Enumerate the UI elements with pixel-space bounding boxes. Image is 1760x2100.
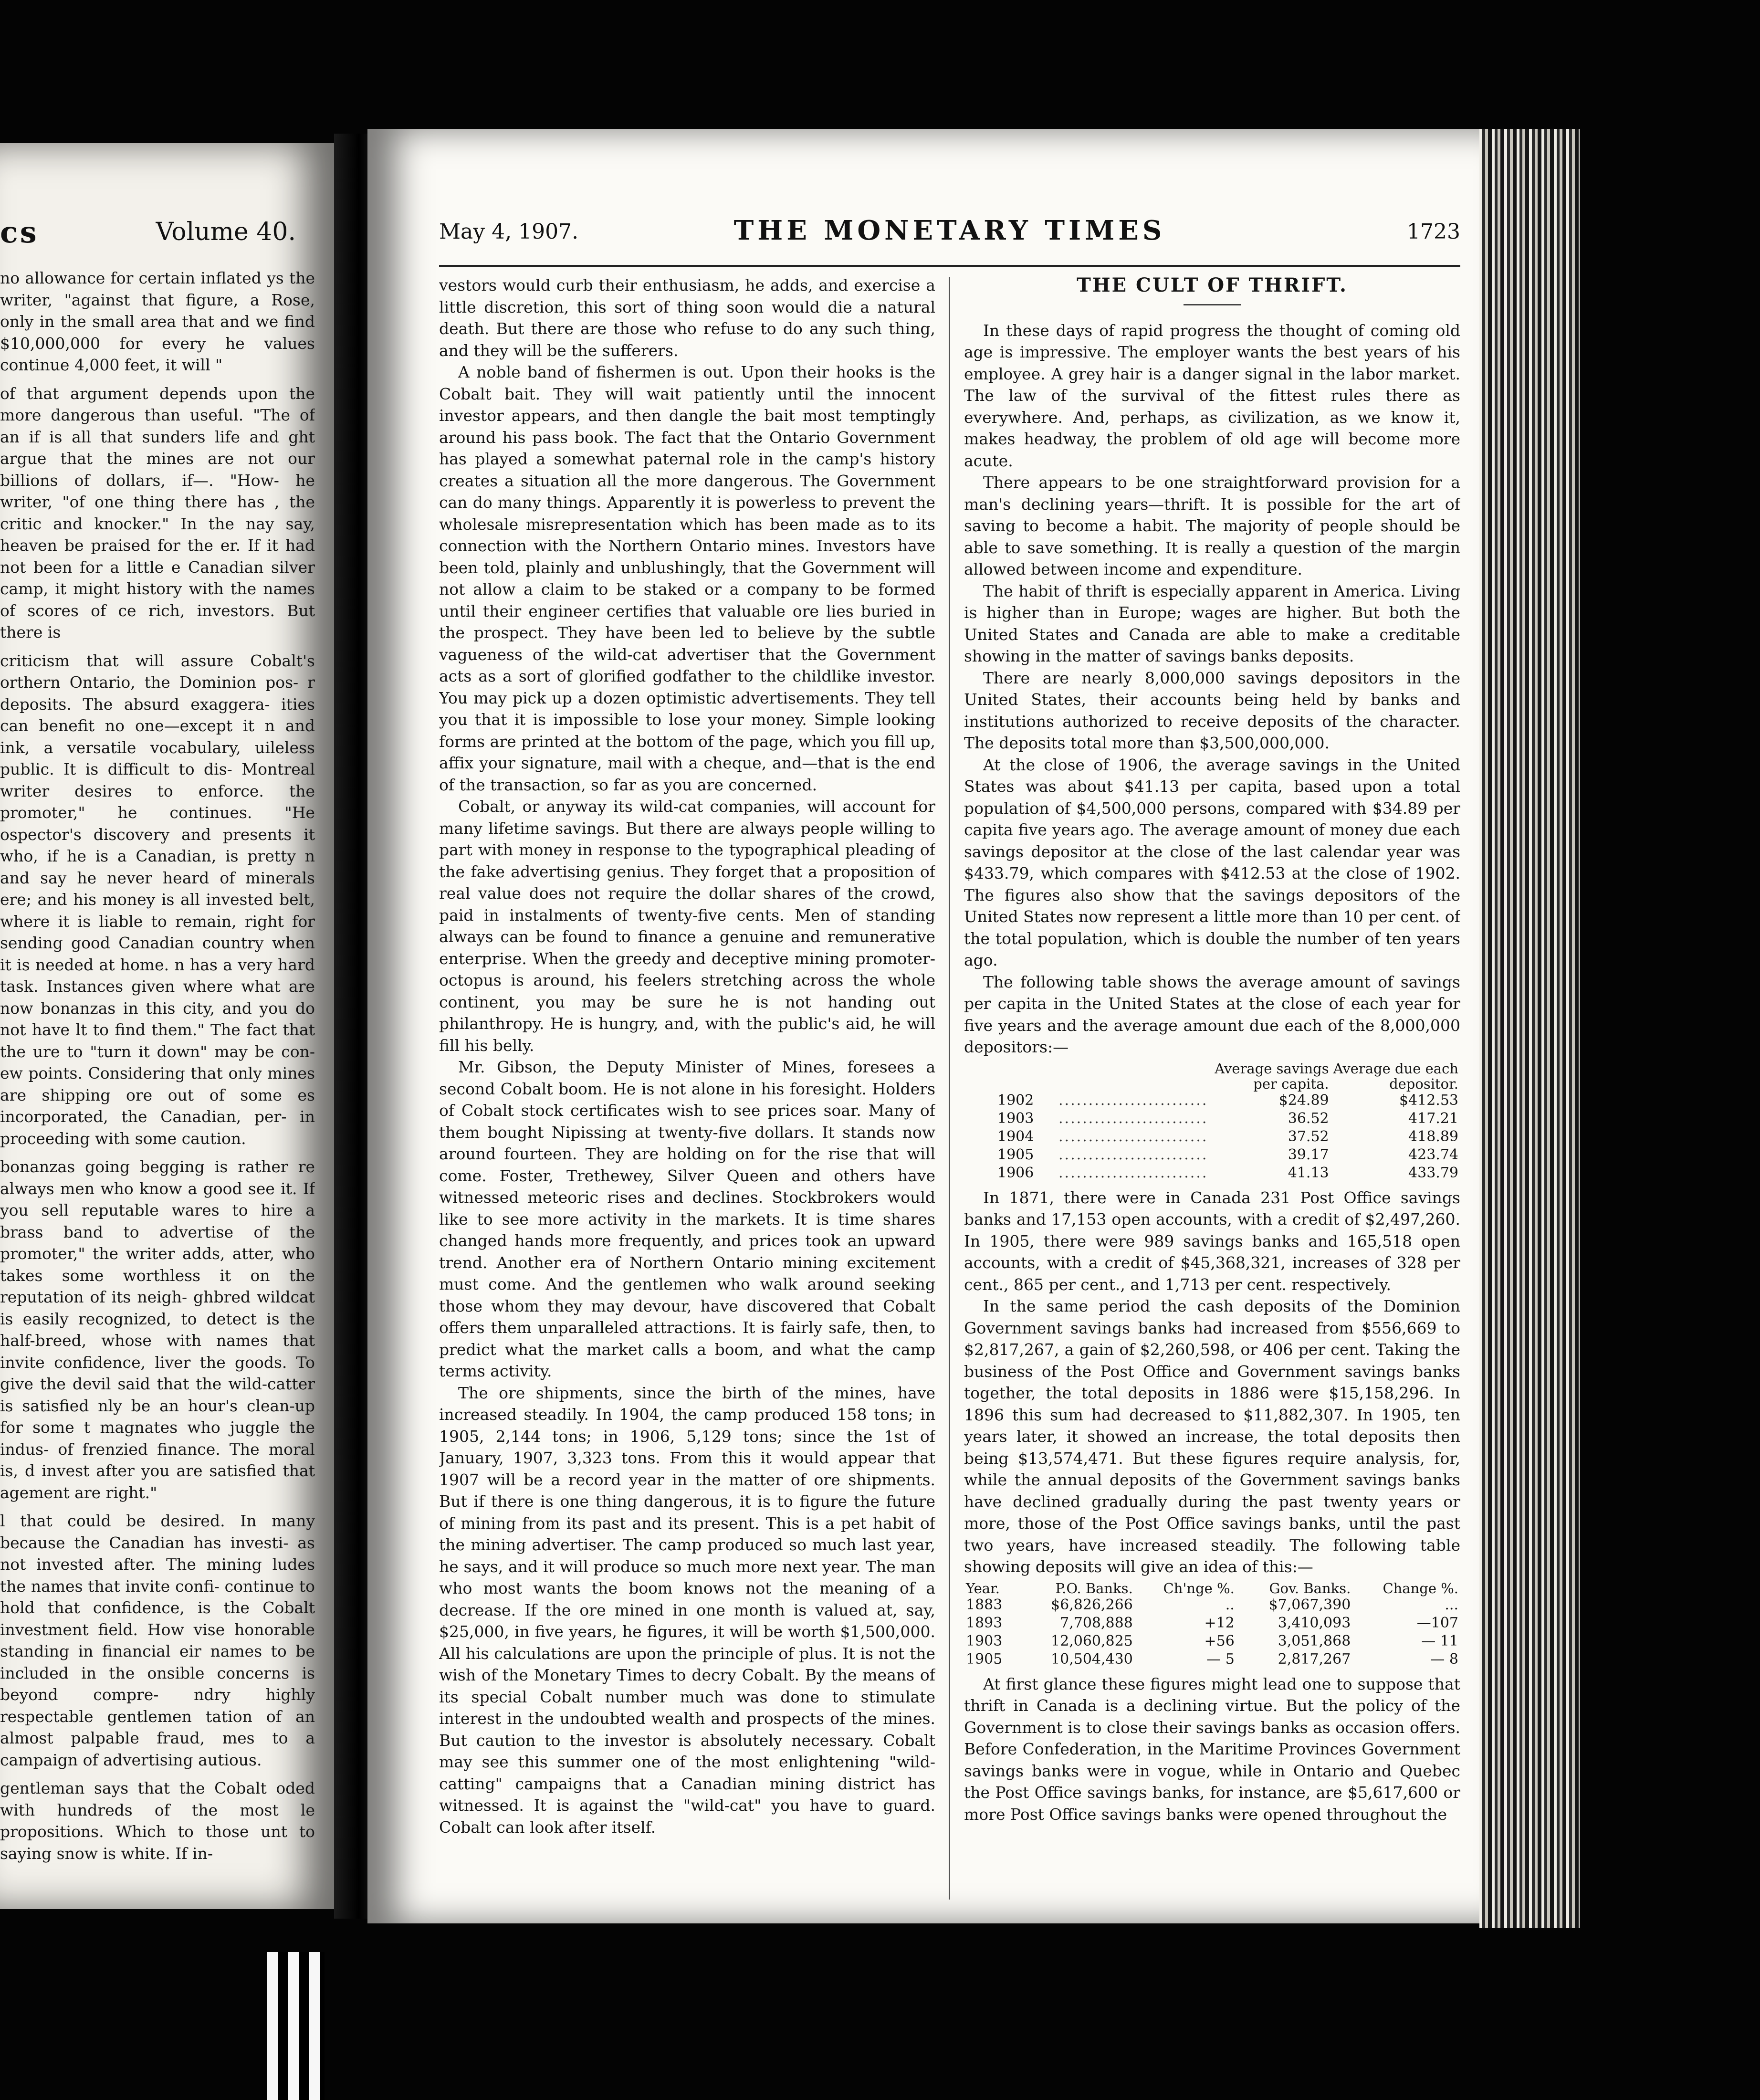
table-row xyxy=(964,1650,1460,1669)
table-cell-gov: 3,410,093 xyxy=(1278,1614,1351,1631)
header-rule xyxy=(439,265,1460,267)
table-cell-due: 418.89 xyxy=(1408,1128,1458,1145)
table-cell-po: 7,708,888 xyxy=(1060,1614,1133,1631)
table-cell-due: $412.53 xyxy=(1399,1092,1458,1109)
table-header: P.O. Banks. xyxy=(1055,1580,1133,1596)
savings-per-capita-table xyxy=(964,1061,1460,1182)
article-paragraph: At the close of 1906, the average savings in the United States was about $41.13 per capita, based upon a total population of $4,500,000 persons, compared with $34.89 per capita five years ago. The average amount of money due each savings depositor at the close of the last calendar year was $433.79, which compares with $412.53 at the close of 1902. The figures also show that the savings depositors of the United States now represent a little more than 10 per cent. of the total population, which is double the number of ten years ago. xyxy=(964,755,1460,969)
table-leader: ......................... xyxy=(1058,1146,1208,1163)
table-header-row xyxy=(964,1061,1460,1092)
article-paragraph: At first glance these figures might lead one to suppose that thrift in Canada is a declining virtue. But the policy of the Government is to close their savings banks as occasion offers. Before Confederation, in the Maritime Provinces Government savings banks were in vogue, while in Ontario and Quebec the Post Office savings banks, for instance, are $5,617,600 or more Post Office savings banks were opened throughout the xyxy=(964,1674,1460,1824)
table-cell-due: 423.74 xyxy=(1408,1146,1458,1163)
page-number: 1723 xyxy=(1407,220,1460,244)
table-cell-due: 433.79 xyxy=(1408,1164,1458,1181)
article-paragraph: The ore shipments, since the birth of the mines, have increased steadily. In 1904, the camp produced 158 tons; in 1905, 2,144 tons; in 1906, 5,129 tons; since the 1st of January, 1907, 3,323 tons. From this it would appear that 1907 will be a record year in the matter of ore shipments. But if there is one thing dangerous, it is to figure the future of mining from its past and its present. This is a pet habit of the mining advertiser. The camp produced so much last year, he says, and it will produce so much more next year. The man who most wants the boom knows not the meaning of a decrease. If the ore mined in one month is valued at, say, $25,000, in five years, he figures, it will be worth $1,500,000. All his calculations are upon the principle of plus. It is not the wish of the Monetary Times to decry Cobalt. By the means of its special Cobalt number much was done to stimulate interest in the undoubted wealth and prospects of the mines. But caution to the investor is absolutely necessary. Cobalt may see this summer one of the most enlightening "wild-catting" campaigns that a Canadian mining district has witnessed. It is against the "wild-cat" you have to guard. Cobalt can look after itself. xyxy=(439,1383,935,1837)
table-cell-po: $6,826,266 xyxy=(1051,1596,1133,1613)
article-paragraph: vestors would curb their enthusiasm, he adds, and exercise a little discretion, this sort of thing soon would die a natural death. But there are those who refuse to do any such thing, and they will be the sufferers. xyxy=(439,276,935,360)
table-header: Gov. Banks. xyxy=(1269,1580,1351,1596)
article-paragraph: The habit of thrift is especially apparent in America. Living is higher than in Europe; wages are higher. But both the United States and Canada are able to make a creditable showing in the matter of savings banks deposits. xyxy=(964,581,1460,665)
table-cell-gov-change: ... xyxy=(1445,1596,1458,1613)
table-row xyxy=(964,1632,1460,1650)
table-cell-per-capita: 41.13 xyxy=(1288,1164,1329,1181)
right-page xyxy=(367,129,1484,1923)
table-cell-po-change: +12 xyxy=(1204,1614,1235,1631)
table-cell-per-capita: 39.17 xyxy=(1288,1146,1329,1163)
table-header xyxy=(964,1061,1057,1092)
table-header-row xyxy=(964,1581,1460,1596)
table-leader: ......................... xyxy=(1058,1128,1208,1145)
table-cell-gov-change: —107 xyxy=(1416,1614,1458,1631)
table-header: Average due each depositor. xyxy=(1333,1060,1458,1092)
table-cell-per-capita: 37.52 xyxy=(1288,1128,1329,1145)
table-cell-year: 1903 xyxy=(997,1110,1034,1127)
volume-label: Volume 40. xyxy=(156,218,296,246)
table-cell-year: 1902 xyxy=(997,1092,1034,1109)
article-paragraph: A noble band of fishermen is out. Upon their hooks is the Cobalt bait. They will wait patiently until the innocent investor appears, and then dangle the bait most temptingly around his pass book. The fact that the Ontario Government has played a somewhat paternal role in the camp's history creates a situation all the more dangerous. The Government can do many things. Apparently it is powerless to prevent the wholesale misrepresentation which has been made as to its connection with the Northern Ontario mines. Investors have been told, plainly and unblushingly, that the Government will not allow a claim to be staked or a company to be formed until their engineer certifies that valuable ore lies buried in the prospect. They have been led to believe by the subtle vagueness of the wild-cat advertiser that the Government acts as a sort of glorified godfather to the childlike investor. You may pick up a dozen optimistic advertisements. They tell you that it is impossible to lose your money. Simple looking forms are printed at the bottom of the page, which you fill up, affix your signature, mail with a cheque, and—that is the end of the transaction, so far as you are concerned. xyxy=(439,363,935,794)
table-cell-year: 1883 xyxy=(966,1596,1003,1613)
table-cell-per-capita: $24.89 xyxy=(1278,1092,1329,1109)
left-paragraph: no allowance for certain inflated ys the writer, "against that figure, a Rose, only in the small area that and we find $10,000,000 for every he values continue 4,000 feet, it will " xyxy=(0,269,315,374)
left-header-fragment: cs xyxy=(0,215,39,250)
table-cell-year: 1903 xyxy=(966,1632,1003,1649)
table-cell-po: 10,504,430 xyxy=(1051,1650,1133,1668)
column-1 xyxy=(439,274,935,1907)
table-cell-per-capita: 36.52 xyxy=(1288,1110,1329,1127)
table-leader: ......................... xyxy=(1058,1164,1208,1181)
issue-date: May 4, 1907. xyxy=(439,220,579,244)
deposits-table xyxy=(964,1581,1460,1669)
table-cell-year: 1906 xyxy=(997,1164,1034,1181)
article-paragraph: Cobalt, or anyway its wild-cat companies, will account for many lifetime savings. But there are always people willing to part with money in response to the typographical pleading of the fake advertising genius. They forget that a proposition of real value does not require the dollar shares of the crowd, paid in instalments of twenty-five cents. Men of standing always can be found to finance a genuine and remunerative enterprise. When the greedy and deceptive mining promoter-octopus is around, his feelers stretching across the whole continent, you may be sure he is not handing out philanthropy. He is hungry, and, with the public's aid, he will fill his belly. xyxy=(439,797,935,1055)
column-2 xyxy=(964,274,1460,1907)
table-cell-gov-change: — 11 xyxy=(1421,1632,1458,1649)
left-paragraph: l that could be desired. In many because the Canadian has investi- as not invested after. The mining ludes the names that invite confi- continue to hold that confidence, is the Cobalt investment field. How vise honorable standing in financial eir names to be included in the onsible concerns is beyond compre- ndry highly respectable gentlemen tation of an almost palpable fraud, mes to a campaign of advertising autious. xyxy=(0,1512,315,1769)
article-paragraph: The following table shows the average amount of savings per capita in the United States at the close of each year for five years and the average amount due each of the 8,000,000 depositors:— xyxy=(964,972,1460,1056)
masthead: THE MONETARY TIMES xyxy=(733,215,1166,246)
table-header: Average savings per capita. xyxy=(1215,1060,1329,1092)
table-cell-due: 417.21 xyxy=(1408,1110,1458,1127)
table-cell-po-change: .. xyxy=(1225,1596,1235,1613)
left-page-column xyxy=(0,267,315,1909)
binding-marks xyxy=(267,1952,325,2100)
article-paragraph: There are nearly 8,000,000 savings depositors in the United States, their accounts being held by banks and institutions authorized to receive deposits of the character. The deposits total more than $3,500,000,000. xyxy=(964,668,1460,752)
column-divider xyxy=(949,277,950,1900)
book-page-edges xyxy=(1479,129,1580,1928)
left-paragraph: of that argument depends upon the more dangerous than useful. "The of an if is all that sunders life and ght argue that the mines are not our billions of dollars, if—. "How- he writer, "of one thing there has , the critic and knocker." In the nay say, heaven be praised for the er. If it had not been for a little e Canadian silver camp, it might history with the names of scores of ce rich, investors. But there is xyxy=(0,384,315,641)
table-cell-year: 1905 xyxy=(966,1650,1003,1668)
table-row xyxy=(964,1596,1460,1614)
table-leader: ......................... xyxy=(1058,1092,1208,1109)
left-paragraph: criticism that will assure Cobalt's orthern Ontario, the Dominion pos- r deposits. The absurd exaggera- ities can benefit no one—except it n and ink, a versatile vocabulary, uileless public. It is difficult to dis- Montreal writer desires to enforce. the promoter," he continues. "He ospector's discovery and presents it who, if he is a Canadian, is pretty n and say he never heard of minerals ere; and his money is all invested belt, where it is liable to remain, right for sending good Canadian country when it is needed at home. n has a very hard task. Instances given where what are now bonanzas in this city, and you do not have lt to find them." The fact that the ure to "turn it down" may be con- ew points. Considering that only mines are shipping ore out of some es incorporated, the Canadian, per- in proceeding with some caution. xyxy=(0,651,315,1148)
table-cell-year: 1893 xyxy=(966,1614,1003,1631)
article-paragraph: In these days of rapid progress the thought of coming old age is impressive. The employer wants the best years of his employee. A grey hair is a danger signal in the labor market. The law of the survival of the fittest rules there as everywhere. And, perhaps, as civilization, as we know it, makes headway, the problem of old age will become more acute. xyxy=(964,321,1460,470)
table-cell-year: 1904 xyxy=(997,1128,1034,1145)
article-title: THE CULT OF THRIFT. xyxy=(1077,274,1348,296)
title-rule xyxy=(1184,304,1241,305)
table-row xyxy=(964,1146,1460,1164)
left-page xyxy=(0,143,334,1909)
table-cell-po-change: — 5 xyxy=(1206,1650,1235,1668)
table-cell-gov: 3,051,868 xyxy=(1278,1632,1351,1649)
article-paragraph: In 1871, there were in Canada 231 Post Office savings banks and 17,153 open accounts, with a credit of $2,497,260. In 1905, there were 989 savings banks and 165,518 open accounts, with a credit of $45,368,321, increases of 328 per cent., 865 per cent., and 1,713 per cent. respectively. xyxy=(964,1188,1460,1294)
left-paragraph: gentleman says that the Cobalt oded with hundreds of the most le propositions. Which to those unt to saying snow is white. If in- xyxy=(0,1779,315,1863)
article-paragraph: There appears to be one straightforward provision for a man's declining years—thrift. It is possible for the art of saving to become a habit. The majority of people should be able to save something. It is really a question of the margin allowed between income and expenditure. xyxy=(964,473,1460,578)
table-cell-gov: $7,067,390 xyxy=(1268,1596,1351,1613)
table-cell-po: 12,060,825 xyxy=(1051,1632,1133,1649)
article-paragraph: Mr. Gibson, the Deputy Minister of Mines, foresees a second Cobalt boom. He is not alone in his foresight. Holders of Cobalt stock certificates wish to see prices soar. Many of them bought Nipissing at twenty-five dollars. It stands now around fourteen. They are holding on for the rise that will come. Foster, Trethewey, Silver Queen and others have witnessed meteoric rises and declines. Stockbrokers would like to see more activity in the markets. It is time shares changed hands more frequently, and prices took an upward trend. Another era of Northern Ontario mining excitement must come. And the gentlemen who walk around seeking those whom they may devour, have discovered that Cobalt offers them unparalleled attractions. It is fairly safe, then, to predict what the market calls a boom, and what the camp terms activity. xyxy=(439,1058,935,1380)
table-leader: ......................... xyxy=(1058,1110,1208,1127)
table-cell-po-change: +56 xyxy=(1204,1632,1235,1649)
table-header: Year. xyxy=(966,1580,1000,1596)
table-row xyxy=(964,1164,1460,1182)
left-page-header xyxy=(0,215,315,253)
table-header: Ch'nge %. xyxy=(1163,1580,1235,1596)
table-header xyxy=(1057,1061,1210,1092)
table-header: Change %. xyxy=(1383,1580,1458,1596)
page-header xyxy=(439,215,1460,258)
table-row xyxy=(964,1110,1460,1128)
article-paragraph: In the same period the cash deposits of the Dominion Government savings banks had increased from $556,669 to $2,817,267, a gain of $2,260,598, or 406 per cent. Taking the business of the Post Office and Government savings banks together, the total deposits in 1886 were $15,158,296. In 1896 this sum had decreased to $11,882,307. In 1905, ten years later, it showed an increase, the total deposits then being $13,574,471. But these figures require analysis, for, while the annual deposits of the Government savings banks have declined gradually during the past twenty years or more, those of the Post Office savings banks, until the past two years, have increased steadily. The following table showing deposits will give an idea of this:— xyxy=(964,1297,1460,1576)
table-row xyxy=(964,1614,1460,1632)
table-cell-year: 1905 xyxy=(997,1146,1034,1163)
table-row xyxy=(964,1092,1460,1110)
table-cell-gov: 2,817,267 xyxy=(1278,1650,1351,1668)
left-paragraph: bonanzas going begging is rather re always men who know a good see it. If you sell reputable wares to hire a brass band to advertise of the promoter," the writer adds, atter, who takes some worthless it on the reputation of its neigh- ghbred wildcat is easily recognized, to detect is the half-breed, whose with names that invite confidence, liver the goods. To give the devil said that the wild-catter is satisfied nly be an hour's clean-up for some t magnates who juggle the indus- of frenzied finance. The moral is, d invest after you are satisfied that agement are right." xyxy=(0,1157,315,1502)
table-row xyxy=(964,1128,1460,1146)
table-cell-gov-change: — 8 xyxy=(1430,1650,1458,1668)
